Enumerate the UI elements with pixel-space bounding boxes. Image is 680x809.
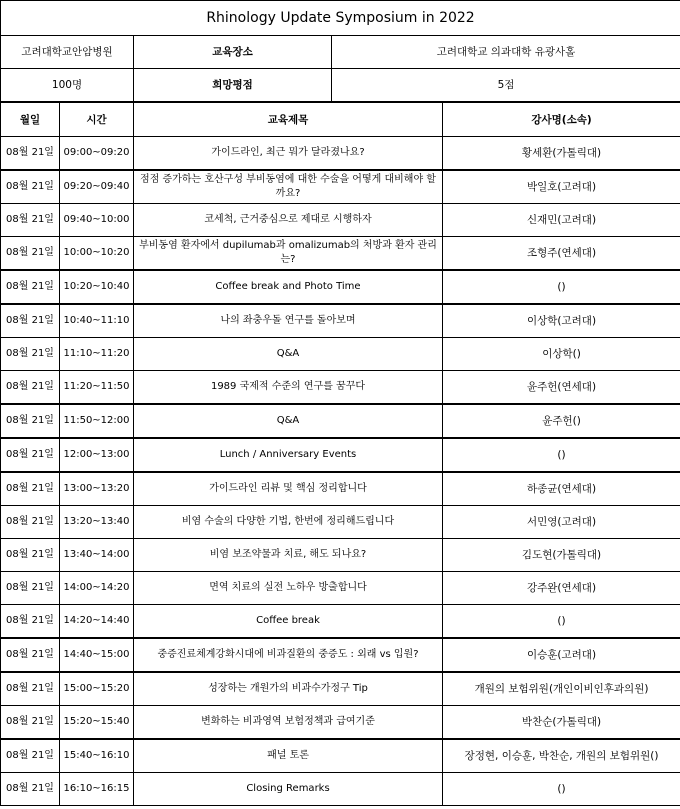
- table-row: [1, 605, 680, 639]
- row-time: 11:20~11:50: [60, 371, 134, 405]
- row-time: 13:40~14:00: [60, 539, 134, 572]
- row-date: 08월 21일: [1, 371, 60, 405]
- row-topic: 나의 좌충우돌 연구를 돌아보며: [134, 304, 443, 338]
- row-date: 08월 21일: [1, 137, 60, 171]
- row-topic: 비염 보조약물과 치료, 해도 되나요?: [134, 539, 443, 572]
- host-institution: 고려대학교안암병원: [1, 36, 134, 69]
- row-date: 08월 21일: [1, 672, 60, 706]
- row-speaker: 박일호(고려대): [443, 170, 680, 204]
- row-time: 11:50~12:00: [60, 404, 134, 438]
- row-speaker: 김도현(가톨릭대): [443, 539, 680, 572]
- table-row: [1, 438, 680, 472]
- table-row: [1, 304, 680, 338]
- row-date: 08월 21일: [1, 204, 60, 237]
- row-topic: Closing Remarks: [134, 773, 443, 806]
- row-date: 08월 21일: [1, 438, 60, 472]
- row-speaker: 강주완(연세대): [443, 572, 680, 605]
- row-topic: 면역 치료의 실전 노하우 방출합니다: [134, 572, 443, 605]
- row-speaker: 이상학(): [443, 338, 680, 371]
- row-date: 08월 21일: [1, 506, 60, 539]
- table-row: [1, 404, 680, 438]
- row-date: 08월 21일: [1, 304, 60, 338]
- row-date: 08월 21일: [1, 270, 60, 304]
- row-speaker: 장정현, 이승훈, 박찬순, 개원의 보험위원(): [443, 739, 680, 773]
- row-time: 09:00~09:20: [60, 137, 134, 171]
- row-topic: 점점 증가하는 호산구성 부비동염에 대한 수술을 어떻게 대비해야 할까요?: [134, 170, 443, 204]
- row-topic: Lunch / Anniversary Events: [134, 438, 443, 472]
- row-speaker: 황세환(가톨릭대): [443, 137, 680, 171]
- row-speaker: 하종균(연세대): [443, 472, 680, 506]
- row-date: 08월 21일: [1, 773, 60, 806]
- row-topic: 1989 국제적 수준의 연구를 꿈꾸다: [134, 371, 443, 405]
- header-date: 월일: [1, 102, 60, 137]
- row-date: 08월 21일: [1, 237, 60, 271]
- row-topic: 코세척, 근거중심으로 제대로 시행하자: [134, 204, 443, 237]
- row-topic: Q&A: [134, 338, 443, 371]
- row-topic: Coffee break: [134, 605, 443, 639]
- row-date: 08월 21일: [1, 706, 60, 740]
- row-time: 10:40~11:10: [60, 304, 134, 338]
- table-row: [1, 204, 680, 237]
- table-row: [1, 739, 680, 773]
- row-date: 08월 21일: [1, 572, 60, 605]
- table-row: [1, 773, 680, 806]
- score-label: 희망평점: [134, 69, 332, 103]
- row-time: 15:40~16:10: [60, 739, 134, 773]
- venue-label: 교육장소: [134, 36, 332, 69]
- header-time: 시간: [60, 102, 134, 137]
- table-row: [1, 237, 680, 271]
- header-speaker: 강사명(소속): [443, 102, 680, 137]
- row-speaker: 윤주헌(연세대): [443, 371, 680, 405]
- row-speaker: 서민영(고려대): [443, 506, 680, 539]
- row-speaker: (): [443, 605, 680, 639]
- row-time: 09:40~10:00: [60, 204, 134, 237]
- row-time: 16:10~16:15: [60, 773, 134, 806]
- row-speaker: 박찬순(가톨릭대): [443, 706, 680, 740]
- table-row: [1, 572, 680, 605]
- row-time: 11:10~11:20: [60, 338, 134, 371]
- table-row: [1, 270, 680, 304]
- row-topic: 중증진료체계강화시대에 비과질환의 중증도 : 외래 vs 입원?: [134, 638, 443, 672]
- row-date: 08월 21일: [1, 404, 60, 438]
- row-speaker: 이승훈(고려대): [443, 638, 680, 672]
- row-topic: 성장하는 개원가의 비과수가정구 Tip: [134, 672, 443, 706]
- row-speaker: 조형주(연세대): [443, 237, 680, 271]
- document-title: Rhinology Update Symposium in 2022: [1, 1, 680, 36]
- row-speaker: 윤주헌(): [443, 404, 680, 438]
- table-row: [1, 472, 680, 506]
- score-value: 5점: [332, 69, 680, 103]
- row-speaker: (): [443, 438, 680, 472]
- row-date: 08월 21일: [1, 338, 60, 371]
- row-time: 09:20~09:40: [60, 170, 134, 204]
- table-row: [1, 137, 680, 171]
- table-row: [1, 638, 680, 672]
- row-date: 08월 21일: [1, 472, 60, 506]
- table-row: [1, 706, 680, 740]
- row-time: 10:00~10:20: [60, 237, 134, 271]
- table-row: [1, 371, 680, 405]
- row-time: 13:00~13:20: [60, 472, 134, 506]
- row-topic: Q&A: [134, 404, 443, 438]
- venue-value: 고려대학교 의과대학 유광사홀: [332, 36, 680, 69]
- row-time: 14:20~14:40: [60, 605, 134, 639]
- row-time: 10:20~10:40: [60, 270, 134, 304]
- row-date: 08월 21일: [1, 605, 60, 639]
- row-date: 08월 21일: [1, 638, 60, 672]
- row-speaker: (): [443, 270, 680, 304]
- table-row: [1, 539, 680, 572]
- row-date: 08월 21일: [1, 539, 60, 572]
- row-speaker: 개원의 보험위원(개인이비인후과의원): [443, 672, 680, 706]
- row-topic: 변화하는 비과영역 보험정책과 급여기준: [134, 706, 443, 740]
- capacity-value: 100명: [1, 69, 134, 103]
- table-row: [1, 170, 680, 204]
- row-speaker: 신재민(고려대): [443, 204, 680, 237]
- row-date: 08월 21일: [1, 170, 60, 204]
- row-date: 08월 21일: [1, 739, 60, 773]
- row-topic: 부비동염 환자에서 dupilumab과 omalizumab의 처방과 환자 관리는?: [134, 237, 443, 271]
- row-time: 13:20~13:40: [60, 506, 134, 539]
- row-time: 15:00~15:20: [60, 672, 134, 706]
- table-row: [1, 672, 680, 706]
- row-time: 14:00~14:20: [60, 572, 134, 605]
- row-topic: 가이드라인, 최근 뭐가 달라졌나요?: [134, 137, 443, 171]
- row-speaker: (): [443, 773, 680, 806]
- row-speaker: 이상학(고려대): [443, 304, 680, 338]
- row-time: 14:40~15:00: [60, 638, 134, 672]
- row-time: 15:20~15:40: [60, 706, 134, 740]
- row-topic: 비염 수술의 다양한 기법, 한번에 정리해드립니다: [134, 506, 443, 539]
- table-row: [1, 506, 680, 539]
- header-topic: 교육제목: [134, 102, 443, 137]
- table-row: [1, 338, 680, 371]
- row-topic: 패널 토론: [134, 739, 443, 773]
- row-topic: Coffee break and Photo Time: [134, 270, 443, 304]
- row-time: 12:00~13:00: [60, 438, 134, 472]
- row-topic: 가이드라인 리뷰 및 핵심 정리합니다: [134, 472, 443, 506]
